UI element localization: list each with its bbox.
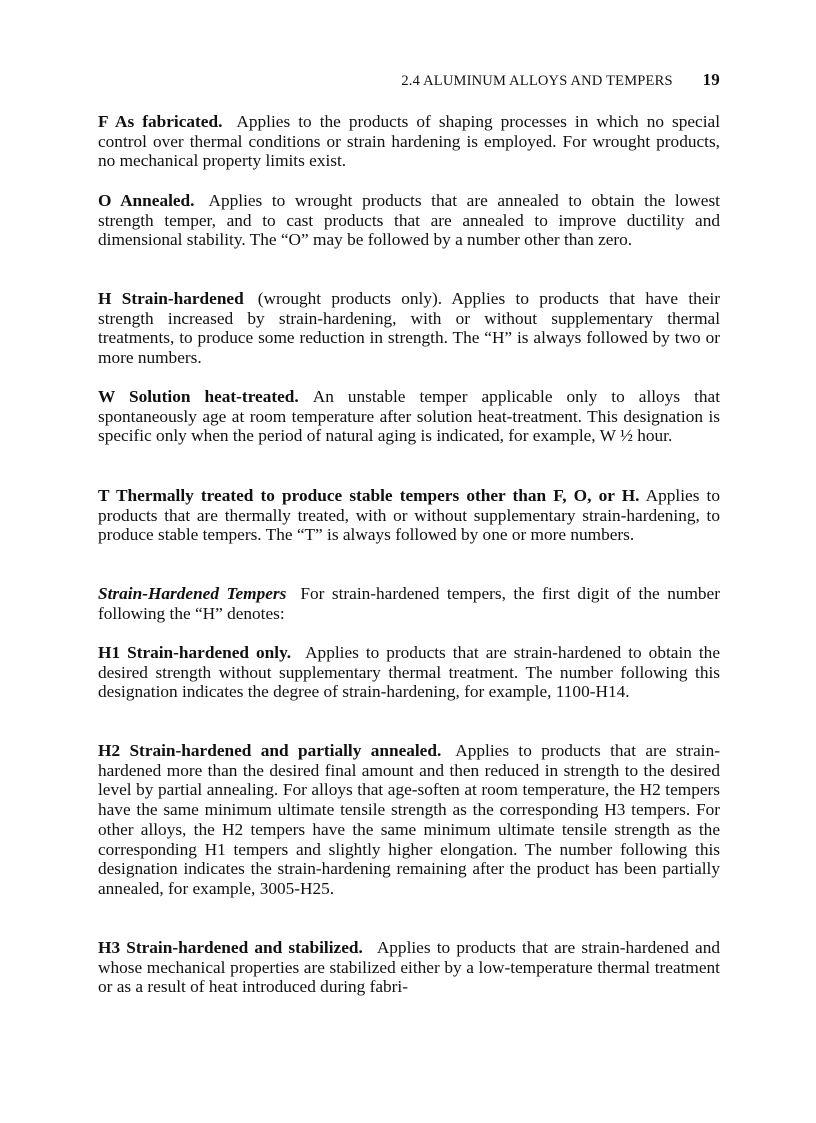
term: O Annealed. [98,191,195,210]
paragraph-t-thermally-treated [98,486,720,545]
definition: Applies to the products of shaping processes in which no special control over thermal conditions or strain hardening is employed. For wrought products, no mechanical property limits exist. [98,112,721,171]
term: H Strain-hardened [98,289,244,308]
paragraph-h3 [98,938,720,997]
paragraph-h-strain-hardened [98,289,720,368]
definition: Applies to products that are strain-hardened more than the desired final amount and then reduced in strength to the desired level by partial annealing. For alloys that age-soften at room temperature, the H2 tempers have the same minimum ultimate tensile strength as the corresponding H3 tempers. For other alloys, the H2 tempers have the same minimum ultimate tensile strength as the corresponding H1 tempers and slightly higher elongation. The number following this designation indicates the strain-hardening remaining after the product has been partially annealed, for example, 3005-H25. [98,741,720,898]
definition: Applies to products that are thermally treated, with or without supplementary strain-hardening, to produce stable tempers. The “T” is always followed by one or more numbers. [98,486,720,545]
paragraph-h1 [98,643,720,702]
term: T Thermally treated to produce stable tempers other than F, O, or H. [98,486,640,505]
term: H3 Strain-hardened and stabilized. [98,938,363,957]
paragraph-w-solution-heat-treated [98,387,720,446]
paragraph-o-annealed [98,191,720,250]
section-title: 2.4 ALUMINUM ALLOYS AND TEMPERS [401,73,673,89]
term: F As fabricated. [98,112,223,131]
definition: Applies to products that are strain-hardened to obtain the desired strength without supplementary thermal treatment. The number following this designation indicates the degree of strain-hardening, for example, 1100-H14. [98,643,720,702]
page-number: 19 [702,70,720,89]
definition: (wrought products only). Applies to products that have their strength increased by strain-hardening, with or without supplementary thermal treatments, to produce some reduction in strength. The “H” is always followed by two or more numbers. [98,289,720,368]
definition: An unstable temper applicable only to alloys that spontaneously age at room temperature after solution heat-treatment. This designation is specific only when the period of natural aging is indicated, for example, W ½ hour. [98,387,720,446]
subheading: Strain-Hardened Tempers [98,584,287,603]
definition: Applies to wrought products that are annealed to obtain the lowest strength temper, and to cast products that are annealed to improve ductility and dimensional stability. The “O” may be followed by a number other than zero. [98,191,720,250]
paragraph-h2 [98,741,720,899]
term: H2 Strain-hardened and partially annealed. [98,741,442,760]
term: W Solution heat-treated. [98,387,299,406]
running-header [98,70,720,90]
paragraph-f-as-fabricated [98,112,720,171]
term: H1 Strain-hardened only. [98,643,292,662]
paragraph-strain-hardened-tempers [98,584,720,623]
definition: For strain-hardened tempers, the first digit of the number following the “H” denotes: [98,584,720,623]
definition: Applies to products that are strain-hardened and whose mechanical properties are stabilized either by a low-temperature thermal treatment or as a result of heat introduced during fabri- [98,938,720,997]
